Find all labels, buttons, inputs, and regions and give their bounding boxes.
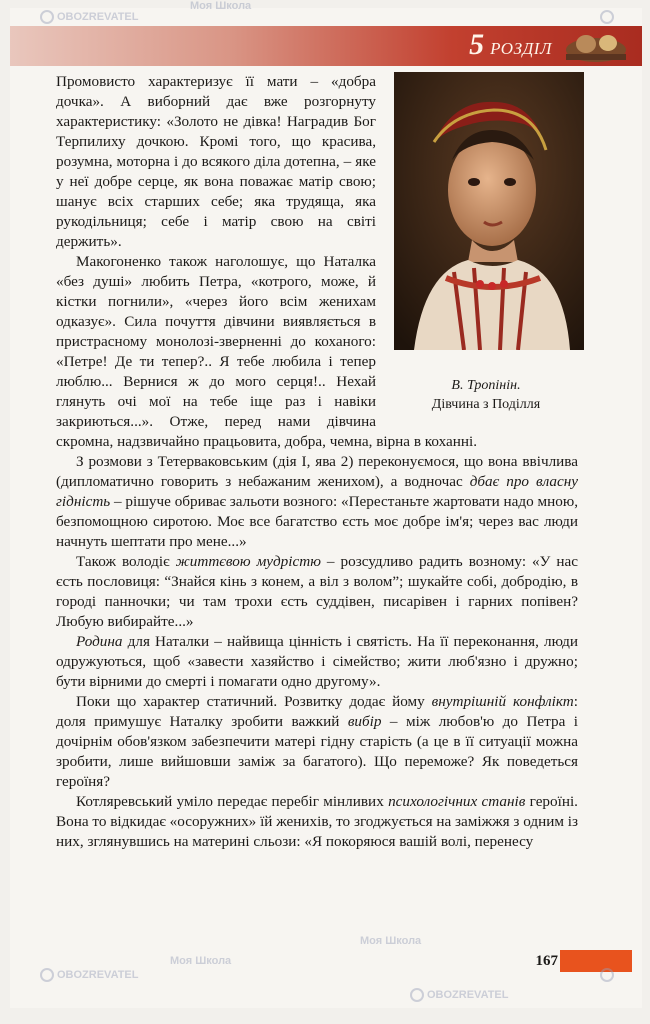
- watermark: OBOZREVATEL: [40, 968, 138, 982]
- caption-title: Дівчина з Поділля: [431, 397, 541, 412]
- paragraph-4: Також володіє життєвою мудрістю – розсудливо радить возному: «У нас єсть пословиця: “Знайся кінь з конем, а віл з волом”; шукайте собі, добродію, в городі панночки; чи там трохи єсть суддівен, писарівен і гарних попівен? Любую вибирайте...»: [56, 553, 578, 630]
- paragraph-5: Родина для Наталки – найвища цінність і святість. На її переконання, люди одружуються, щоб «завести хазяйство і сімейство; жити люб'язно і дружно; бути вірними до смерті і помагати одно другому».: [56, 633, 578, 690]
- caption-author: В. Тропінін.: [451, 378, 521, 393]
- chapter-word: РОЗДІЛ: [490, 39, 552, 58]
- portrait-painting-image: [394, 72, 584, 350]
- page-number: 167: [535, 953, 558, 969]
- paragraph-6: Поки що характер статичний. Розвитку додає йому внутрішній конфлікт: доля примушує Наталку зробити важкий вибір – між любов'ю до Петра і дочірнім обов'язком забезпечити матері гідну старість (а це в її ситуації можна зробити, лише вийшовши заміж за багатого). Що переможе? Як поведеться героїня?: [56, 693, 578, 790]
- figure-caption: [388, 376, 584, 414]
- figure: [388, 72, 584, 414]
- watermark: Моя Школа: [170, 955, 232, 967]
- paragraph-7: Котляревський уміло передає перебіг мінливих психологічних станів героїні. Вона то відкидає «осоружних» їй женихів, то згоджується на заміжжя з одним із них, зглянувшись на материні сльози: «Я покоряюся вашій волі, перенесу: [56, 793, 578, 850]
- chapter-number: 5: [469, 28, 485, 61]
- watermark: OBOZREVATEL: [410, 988, 508, 1002]
- chapter-ornament-icon: [560, 28, 632, 64]
- watermark: Моя Школа: [190, 0, 252, 12]
- chapter-label: [469, 28, 552, 62]
- paragraph-3: З розмови з Тетерваковським (дія I, ява 2) переконуємося, що вона ввічлива (дипломатично говорить з небажаним женихом), а водночас дбає про власну гідність – рішуче обриває зальоти возного: «Перестаньте жартовати надо мною, безпомощною сиротою. Моє все багатство єсть моє добре ім'я; через вас люди начнуть шептати про мене...»: [56, 453, 578, 550]
- watermark: Моя Школа: [360, 935, 422, 947]
- paragraph-2: Макогоненко також наголошує, що Наталка «без душі» любить Петра, «котрого, може, й кістки погнили», «через його всім женихам одказує». Сила почуття дівчини виявляється в пристрасному монолозі-зверненні до коханого: «Петре! Де ти тепер?.. Я тебе любила і тепер люблю... Вернися ж до мого серця!.. Нехай глянуть очі мої на тебе іще раз і навіки закриються...». Отже, перед нами дівчина скромна, надзвичайно працьовита, добра, чемна, вірна в коханні.: [56, 253, 478, 450]
- page-number-tab: [535, 950, 632, 972]
- main-text: [56, 72, 578, 852]
- paragraph-1: Промовисто характеризує її мати – «добра дочка». А виборний дає вже розгорнуту характеристику: «Золото не дівка! Наградив Бог Терпилиху дочкою. Кромі того, що красива, розумна, моторна і до всякого діла дотепна, – яке у неї добре серце, як вона поважає матір свою; шанує всіх старших себе; яка трудяща, яка рукодільниця; себе і матір свою на світі держить».: [56, 73, 376, 250]
- watermark: OBOZREVATEL: [40, 10, 138, 24]
